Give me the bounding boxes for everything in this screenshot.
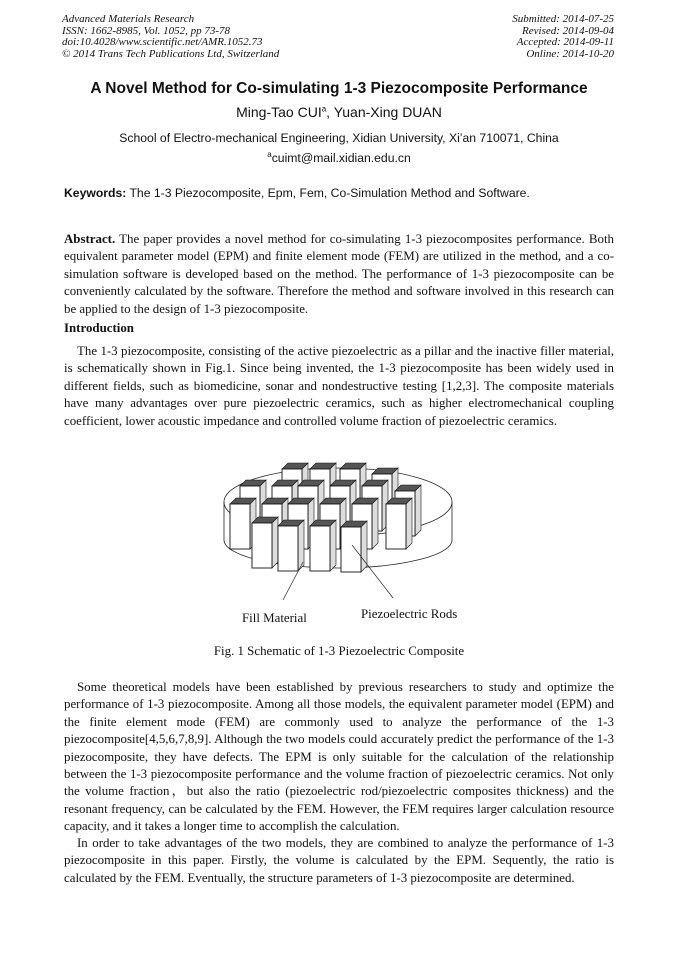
affiliation: School of Electro-mechanical Engineering, Xidian University, Xi’an 710071, China <box>119 131 559 145</box>
author-1: Ming-Tao CUI <box>236 104 322 120</box>
piezo-rods <box>230 463 421 572</box>
paragraph-3: In order to take advantages of the two models, they are combined to analyze the performance of 1-3 piezocomposite in this paper. Firstly, the volume is calculated by the EPM. Sequently, the ratio is calculated by the FEM. Eventually, the structure parameters of 1-3 piezocomposite are determined. <box>64 836 614 885</box>
fig-label-rods: Piezoelectric Rods <box>361 607 458 621</box>
abstract-text: The paper provides a novel method for co-simulating 1-3 piezocomposites performance. Both equivalent parameter model (EPM) and finite element mode (FEM) are utilized in the method, and a co-simulation software is developed based on the method. The performance of 1-3 piezocomposite can be conveniently calculated by the software. Therefore the method and software involved in this research can be applied to the design of 1-3 piezocomposite. <box>64 232 614 316</box>
copyright: © 2014 Trans Tech Publications Ltd, Switzerland <box>62 47 280 60</box>
paragraph-1: The 1-3 piezocomposite, consisting of the active piezoelectric as a pillar and the inactive filler material, is schematically shown in Fig.1. Since being invented, the 1-3 piezocomposite has been widely used in different fields, such as biomedicine, sonar and nondestructive testing [1,2,3]. The composite materials have many advantages over pure piezoelectric ceramics, such as higher electromechanical coupling coefficient, lower acoustic impedance and controlled volume fraction of piezoelectric ceramics. <box>64 344 614 428</box>
email-address: cuimt@mail.xidian.edu.cn <box>271 151 411 166</box>
keywords-label: Keywords: <box>64 186 127 200</box>
rod <box>341 521 367 572</box>
section-heading: Introduction <box>64 321 134 335</box>
author-1-sup: a <box>321 104 327 114</box>
email <box>0 150 678 165</box>
rod <box>252 517 278 568</box>
email-sup: a <box>267 150 272 159</box>
accepted-date: Accepted: 2014-09-11 <box>516 36 614 48</box>
keywords-text: The 1-3 Piezocomposite, Epm, Fem, Co-Simulation Method and Software. <box>126 186 530 200</box>
figure-caption: Fig. 1 Schematic of 1-3 Piezoelectric Composite <box>213 644 465 658</box>
issn: ISSN: 1662-8985, Vol. 1052, pp 73-78 <box>62 24 231 37</box>
abstract-label: Abstract. <box>64 232 116 246</box>
keywords <box>64 186 624 200</box>
paragraph-2: Some theoretical models have been established by previous researchers to study and optimize the performance of 1-3 piezocomposite. Among all those models, the equivalent parameter model (EPM) and the finite element mode (FEM) are commonly used to analyze the performance of the 1-3 piezocomposite[4,5,6,7,8,9]. Although the two models could accurately predict the performance of the 1-3 piezocomposite, they have defects. The EPM is only suitable for the calculation of the relationship between the 1-3 piezocomposite performance and the volume fraction of piezoelectric ceramics. Not only the volume fraction，but also the ratio (piezoelectric rod/piezoelectric composites thickness) and the resonant frequency, can be calculated by the FEM. However, the FEM requires larger calculation resource capacity, and it takes a longer time to accomplish the calculation. <box>64 680 614 834</box>
revised-date: Revised: 2014-09-04 <box>522 24 614 37</box>
journal-name: Advanced Materials Research <box>62 13 195 25</box>
rod <box>278 520 304 571</box>
abstract <box>64 231 614 318</box>
figure-schematic <box>200 460 480 620</box>
journal-info <box>62 14 279 60</box>
doi: doi:10.4028/www.scientific.net/AMR.1052.73 <box>62 36 263 48</box>
author-sep: , <box>326 104 334 120</box>
online-date: Online: 2014-10-20 <box>526 47 614 60</box>
submitted-date: Submitted: 2014-07-25 <box>512 13 614 25</box>
author-2: Yuan-Xing DUAN <box>333 104 442 120</box>
fig-label-fill: Fill Material <box>242 611 307 625</box>
authors <box>0 104 678 120</box>
paper-title: A Novel Method for Co-simulating 1-3 Piezocomposite Performance <box>90 80 588 97</box>
rod <box>310 520 336 571</box>
rod <box>386 498 412 549</box>
dates-info <box>512 14 614 60</box>
